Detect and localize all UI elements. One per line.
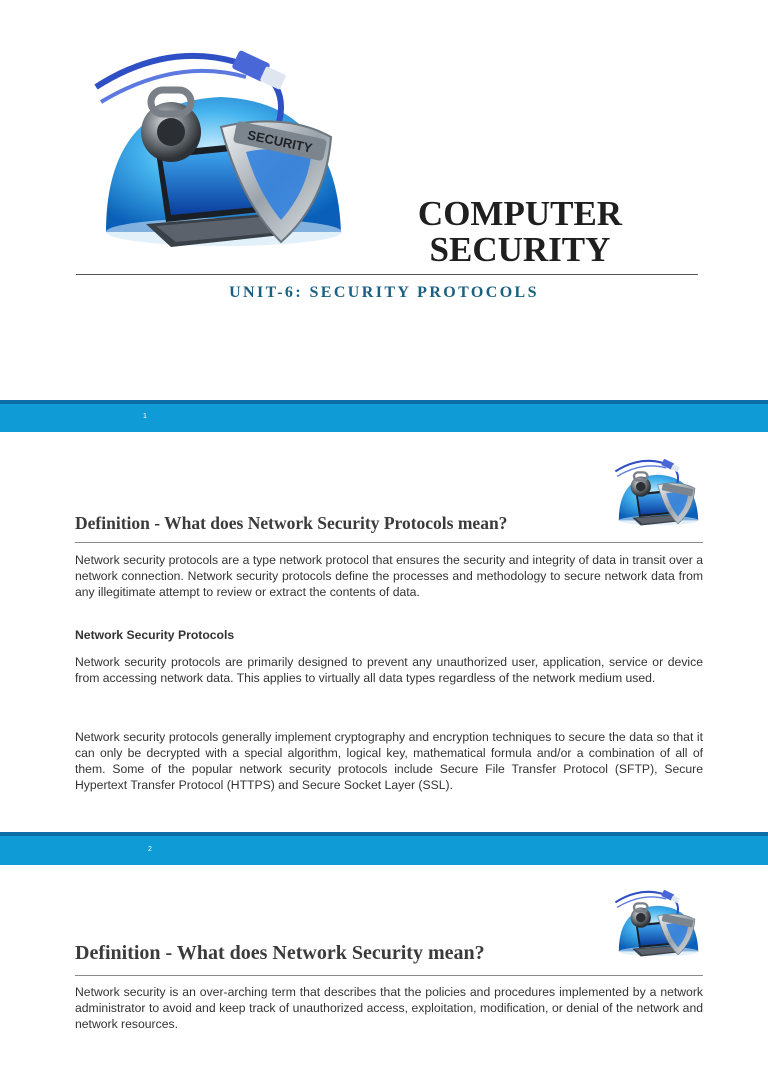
section-heading: Definition - What does Network Security mean? [75, 942, 485, 964]
slide-3 [0, 865, 768, 1065]
page-number-1: 1 [143, 413, 147, 420]
paragraph-purpose: Network security protocols are primarily designed to prevent any unauthorized user, application, service or device from accessing network data. This applies to virtually all data types regardless of the network medium used. [75, 655, 703, 685]
paragraph-definition: Network security protocols are a type network protocol that ensures the security and integrity of data in transit over a network connection. Network security protocols define the processes and methodology to secure network data from any illegitimate attempt to review or extract the contents of data. [75, 553, 703, 599]
title-divider [76, 274, 698, 275]
slide-2 [0, 432, 768, 832]
page-number-2: 2 [148, 846, 152, 853]
slide-1 [0, 0, 768, 400]
security-logo-image-small [612, 887, 702, 959]
heading-divider [75, 975, 703, 976]
title-line-2: SECURITY [429, 230, 611, 269]
paragraph-cryptography: Network security protocols generally implement cryptography and encryption techniques to secure the data so that it can only be decrypted with a special algorithm, logical key, mathematical formula and/or a combination of all of them. Some of the popular network security protocols include Secure File Transfer Protocol (SFTP), Secure Hypertext Transfer Protocol (HTTPS) and Secure Socket Layer (SSL). [75, 730, 703, 792]
subheading: Network Security Protocols [75, 628, 235, 642]
slide-separator-2 [0, 832, 768, 865]
page-title [400, 196, 640, 268]
title-line-1: COMPUTER [417, 194, 623, 233]
unit-subtitle: UNIT-6: SECURITY PROTOCOLS [229, 284, 539, 301]
section-heading: Definition - What does Network Security Protocols mean? [75, 513, 508, 533]
logo-text: SECURITY [246, 127, 314, 156]
separator-edge [0, 832, 768, 836]
slide-separator-1 [0, 400, 768, 432]
separator-edge [0, 400, 768, 404]
heading-divider [75, 542, 703, 543]
security-logo-image-small [612, 456, 702, 528]
security-logo-image [86, 42, 352, 254]
paragraph-definition: Network security is an over-arching term that describes that the policies and procedures implemented by a network administrator to avoid and keep track of unauthorized access, exploitation, modification, or denial of the network and network resources. [75, 985, 703, 1031]
